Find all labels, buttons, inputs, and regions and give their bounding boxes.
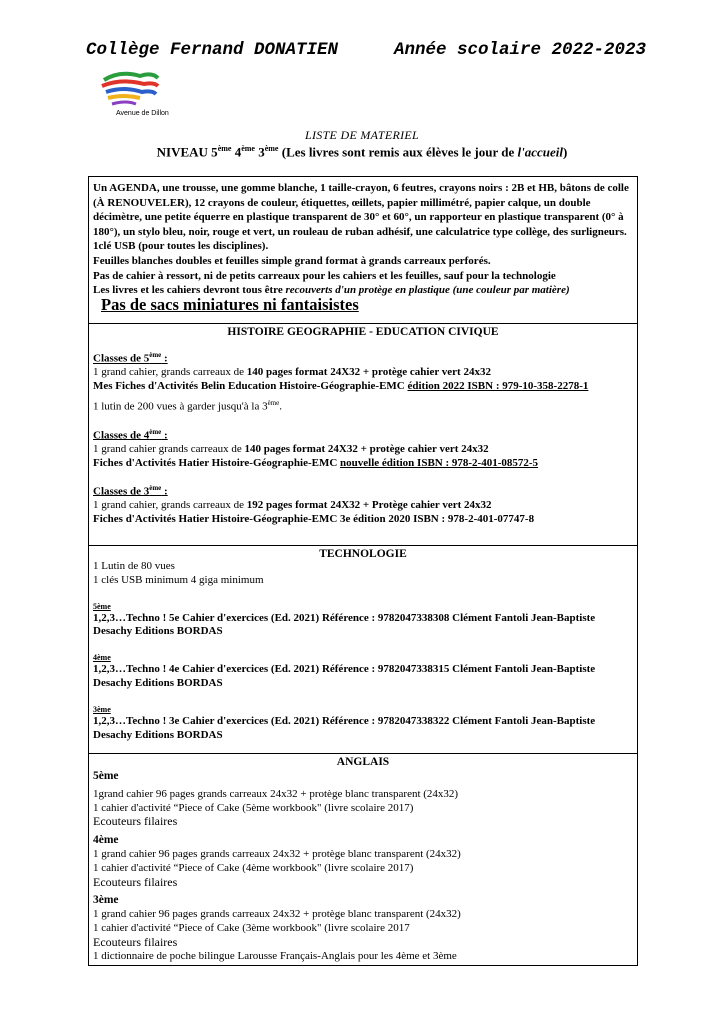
school-logo [100,66,160,110]
school-name: Collège Fernand DONATIEN [86,40,339,60]
hist-5-item-2: Mes Fiches d'Activités Belin Education Histoire-Géographie-EMC édition 2022 ISBN : 979-10-358-2278-1 [93,380,589,393]
anglais-5-item-1: 1grand cahier 96 pages grands carreaux 24x32 + protège blanc transparent (24x32) [93,787,459,800]
page-header [86,40,646,64]
school-year: Année scolaire 2022-2023 [393,40,646,60]
general-supplies-section [93,181,633,312]
anglais-5-item-2: 1 cahier d'activité “Piece of Cake (5ème workbook" (livre scolaire 2017) [93,801,414,814]
techno-level-3: 3ème [93,704,111,714]
techno-book-5: 1,2,3…Techno ! 5e Cahier d'exercices (Ed. 2021) Référence : 9782047338308 Clément Fantoli Jean-Baptiste Desachy Editions BORDAS [93,611,596,638]
hist-5-item-1: 1 grand cahier, grands carreaux de 140 pages format 24X32 + protège cahier vert 24x32 [93,366,491,379]
hist-5-item-3: 1 lutin de 200 vues à garder jusqu'à la 3ème. [93,399,282,413]
cover-rule-text: Les livres et les cahiers devront tous être recouverts d'un protège en plastique (une couleur par matière) [93,284,570,297]
document-subtitle: NIVEAU 5ème 4ème 3ème (Les livres sont remis aux élèves le jour de l'accueil) [156,144,568,160]
class-3-heading: Classes de 3ème : [93,483,168,498]
no-bags-notice: Pas de sacs miniatures ni fantaisistes [101,294,359,314]
anglais-level-4: 4ème [93,834,119,847]
hist-3-item-2: Fiches d'Activités Hatier Histoire-Géographie-EMC 3e édition 2020 ISBN : 978-2-401-07747-8 [93,512,535,525]
anglais-3-item-1: 1 grand cahier 96 pages grands carreaux 24x32 + protège blanc transparent (24x32) [93,908,461,921]
anglais-level-3: 3ème [93,894,119,907]
notebook-rule-text: Pas de cahier à ressort, ni de petits carreaux pour les cahiers et les feuilles, sauf pour la technologie [93,269,556,282]
document-title: LISTE DE MATERIEL [305,128,419,142]
hist-4-item-1: 1 grand cahier grands carreaux de 140 pages format 24X32 + protège cahier vert 24x32 [93,442,489,455]
anglais-3-item-3: Ecouteurs filaires [93,934,178,949]
supplies-text: Un AGENDA, une trousse, une gomme blanche, 1 taille-crayon, 6 feutres, crayons noirs : 2B et HB, bâtons de colle (À RENOUVELER), 12 crayons de couleur, étiquettes, œillets, papier millimétré, papier calque, un double décimètre, une petite équerre en plastique transparent de 30° et 60°, un rapporteur en plastique transparent (0° à 180°), un stylo bleu, noir, rouge et vert, un rouleau de ruban adhésif, une calculatrice type collège, des surligneurs. 1clé USB (pour toutes les disciplines). [93,182,629,253]
techno-level-4: 4ème [93,653,111,663]
anglais-5-item-3: Ecouteurs filaires [93,814,178,829]
anglais-4-item-3: Ecouteurs filaires [93,874,178,889]
hist-3-item-1: 1 grand cahier, grands carreaux de 192 pages format 24X32 + Protège cahier vert 24x32 [93,499,492,511]
techno-level-5: 5ème [93,601,111,611]
material-table [88,176,638,966]
anglais-3-item-2: 1 cahier d'activité “Piece of Cake (3ème workbook" (livre scolaire 2017 [93,921,410,934]
hist-4-item-2: Fiches d'Activités Hatier Histoire-Géographie-EMC nouvelle édition ISBN : 978-2-401-08572-5 [93,456,539,469]
techno-item-2: 1 clés USB minimum 4 giga minimum [93,573,264,586]
anglais-level-5: 5ème [93,770,119,782]
anglais-title: ANGLAIS [336,756,390,768]
techno-book-4: 1,2,3…Techno ! 4e Cahier d'exercices (Ed. 2021) Référence : 9782047338315 Clément Fantoli Jean-Baptiste Desachy Editions BORDAS [93,663,596,689]
techno-item-1: 1 Lutin de 80 vues [93,560,175,572]
class-4-heading: Classes de 4ème : [93,427,168,442]
logo-caption: Avenue de Dillon [116,110,169,117]
techno-book-3: 1,2,3…Techno ! 3e Cahier d'exercices (Ed. 2021) Référence : 9782047338322 Clément Fantoli Jean-Baptiste Desachy Editions BORDAS [93,714,596,741]
anglais-4-item-1: 1 grand cahier 96 pages grands carreaux 24x32 + protège blanc transparent (24x32) [93,847,461,860]
class-5-heading: Classes de 5ème : [93,351,168,365]
anglais-section [89,753,637,963]
anglais-4-item-2: 1 cahier d'activité “Piece of Cake (4ème workbook" (livre scolaire 2017) [93,861,414,874]
technologie-section [89,545,637,742]
histoire-title: HISTOIRE GEOGRAPHIE - EDUCATION CIVIQUE [227,326,499,338]
histoire-section [89,323,637,527]
anglais-3-item-4: 1 dictionnaire de poche bilingue Larousse Français-Anglais pour les 4ème et 3ème [93,949,457,962]
paper-text: Feuilles blanches doubles et feuilles simple grand format à grands carreaux perforés. [93,254,491,267]
technologie-title: TECHNOLOGIE [319,548,407,560]
